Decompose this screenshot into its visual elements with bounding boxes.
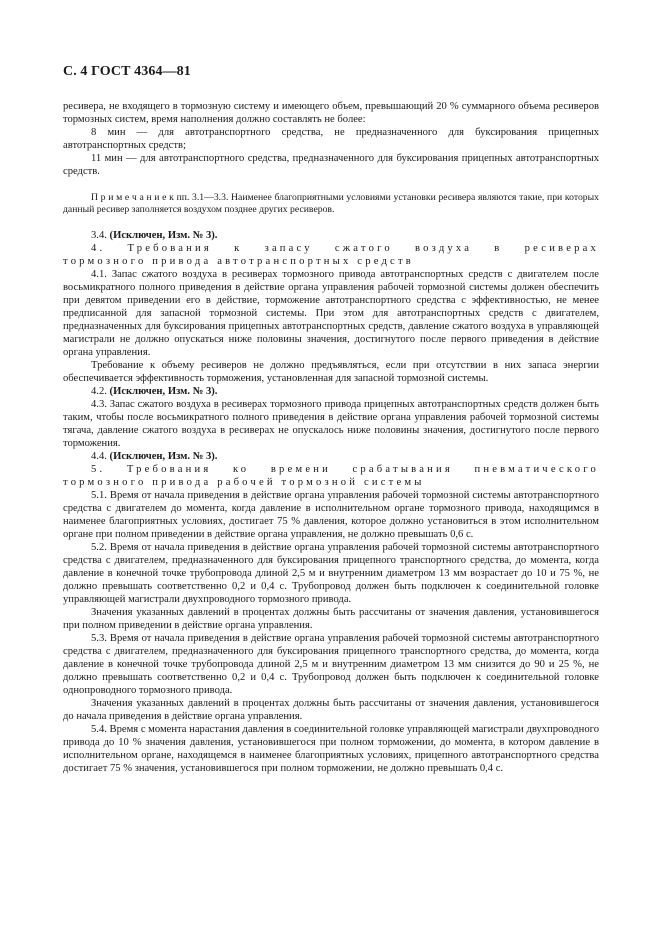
section-5-2-b: Значения указанных давлений в процентах должны быть рассчитаны от значения давления, установившегося при полном приведении в действие органа управления. [63,607,599,632]
section-4-1: 4.1. Запас сжатого воздуха в ресиверах тормозного привода автотранспортных средств с двигателем после восьмикратного полного приведения в действие органа управления рабочей тормозной системы должен обеспечить при девятом приведении его в действие, торможение автотранспортного средства с эффективностью, не менее предписанной для запасной тормозной системы. При этом для автотранспортных средств с двигателем, предназначенных для буксирования прицепных автотранспортных средств, давление сжатого воздуха в управляющей магистрали не должно опускаться ниже половины значения, достигнутого после первого приведения в действие органа управления. [63,269,599,359]
section-5-4: 5.4. Время с момента нарастания давления в соединительной головке управляющей магистрали двухпроводного привода до 10 % значения давления, установившегося при полном торможении, до момента, в котором давление в исполнительном органе, находящемся в наименее благоприятных условиях, прицепного автотранспортного средства достигает 75 % значения, установившегося при полном торможении, не должно превышать 0,4 с. [63,724,600,775]
paragraph-8min: 8 мин — для автотранспортного средства, не предназначенного для буксирования прицепных автотранспортных средств; [63,127,599,151]
section-4-1-b: Требование к объему ресиверов не должно предъявляться, если при отсутствии в них запаса энергии обеспечивается эффективность торможения, установленная для запасной тормозной системы. [63,360,599,385]
section-4-2 [63,385,599,398]
paragraph-receiver-fill: ресивера, не входящего в тормозную систему и имеющего объем, превышающий 20 % суммарного объема ресиверов тормозных систем, время наполнения должно составлять не более: [63,101,599,125]
section-5-3-b: Значения указанных давлений в процентах должны быть рассчитаны от значения давления, установившегося до начала приведения в действие органа управления. [63,698,599,723]
section-4-2-number: 4.2. [91,386,110,398]
section-4-2-text: (Исключен, Изм. № 3). [109,386,218,398]
section-4-title-line1: 4. Требования к запасу сжатого воздуха в ресиверах [91,243,599,255]
page-header: С. 4 ГОСТ 4364—81 [63,64,191,79]
note-text: к пп. 3.1—3.3. Наименее благоприятными условиями установки ресивера являются такие, при которых данный ресивер заполняется воздухом позднее других ресиверов. [63,192,599,215]
section-4-4-number: 4.4. [91,451,110,463]
note [63,192,599,215]
section-5-2: 5.2. Время от начала приведения в действие органа управления рабочей тормозной системы автотранспортного средства с двигателем, предназначенного для буксирования прицепного транспортного средства, до момента, когда давление в конечной точке трубопровода длиной 2,5 м и внутренним диаметром 13 мм возрастает до 10 и 75 %, не должно превышать соответственно 0,2 и 0,4 с. Трубопровод должен быть подключен к соединительной головке управляющей магистрали двухпроводного тормозного привода. [63,542,599,606]
section-4-3: 4.3. Запас сжатого воздуха в ресиверах тормозного привода прицепных автотранспортных средств должен быть таким, чтобы после восьмикратного полного приведения в действие органа управления рабочей тормозной системы тягача, давление сжатого воздуха в ресиверах не опускалось ниже половины значения, достигнутого после первого торможения. [63,399,599,450]
section-5-1: 5.1. Время от начала приведения в действие органа управления рабочей тормозной системы автотранспортного средства с двигателем до момента, когда давление в исполнительном органе тормозного привода, находящимся в наименее благоприятных условиях, достигает 75 % давления, которое должно установиться в этом исполнительном органе при полном приведении в действие органа управления, не должно превышать 0,6 с. [63,490,599,541]
section-4-title-line2: тормозного привода автотранспортных средств [63,256,414,268]
section-3-4-number: 3.4. [91,230,110,242]
section-5-title-line1: 5. Требования ко времени срабатывания пневматического [91,464,599,476]
note-label: П р и м е ч а н и е [91,192,167,203]
section-5-3: 5.3. Время от начала приведения в действие органа управления рабочей тормозной системы автотранспортного средства с двигателем, предназначенного для буксирования прицепного транспортного средства, до момента, когда давление в конечной точке трубопровода длиной 2,5 м и внутренним диаметром 13 мм снизится до 90 и 25 %, не должно превышать соответственно 0,2 и 0,4 с. Трубопровод должен быть подключен к соединительной головке однопроводного тормозного привода. [63,633,599,697]
paragraph-11min: 11 мин — для автотранспортного средства, предназначенного для буксирования прицепных автотранспортных средств. [63,153,599,177]
section-5-title-line2: тормозного привода рабочей тормозной системы [63,477,425,489]
section-4-4-text: (Исключен, Изм. № 3). [109,451,218,463]
section-4-4 [63,450,599,463]
section-3-4 [63,229,599,242]
section-3-4-text: (Исключен, Изм. № 3). [109,230,218,242]
